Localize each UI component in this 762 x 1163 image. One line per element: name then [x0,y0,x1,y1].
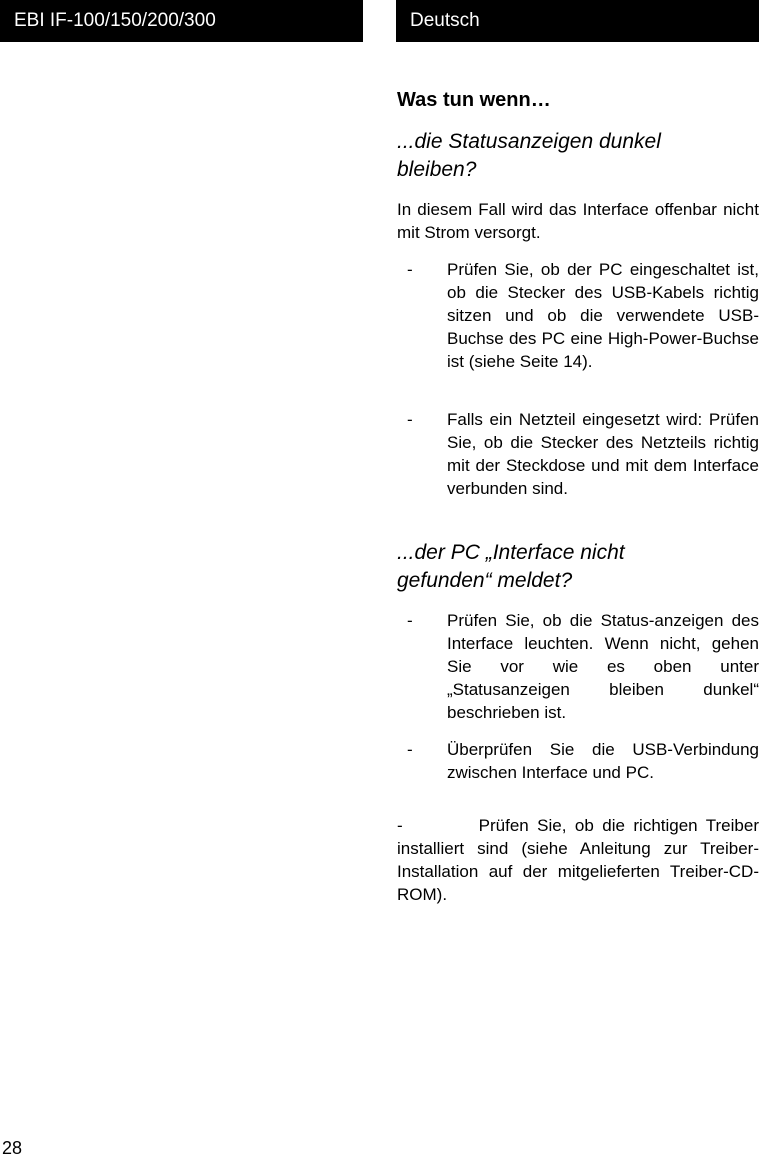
list-item [397,258,759,373]
page-number: 28 [2,1138,23,1158]
header-language: Deutsch [396,0,759,42]
list-item-text: Überprüfen Sie die USB-Verbindung zwischen Interface und PC. [447,740,759,782]
list-item [397,408,759,500]
list-item-text: Falls ein Netzteil eingesetzt wird: Prüfen Sie, ob die Stecker des Netzteils richtig mit der Steckdose und mit dem Interface verbunden sind. [447,410,759,498]
bullet-dash: - [407,611,413,630]
list-item [397,609,759,724]
intro-paragraph: In diesem Fall wird das Interface offenbar nicht mit Strom versorgt. [397,200,759,242]
subheading-status-dark: ...die Statusanzeigen dunkel bleiben? [397,130,661,181]
bullet-dash: - [407,740,413,759]
list-item [397,738,759,784]
list-item-text: Prüfen Sie, ob die Status-anzeigen des Interface leuchten. Wenn nicht, gehen Sie vor wie es oben unter „Statusanzeigen bleiben dunkel“ beschrieben ist. [447,611,759,722]
bullet-dash: - [407,260,413,279]
subheading-not-found: ...der PC „Interface nicht gefunden“ meldet? [397,541,625,592]
list-item-text: Prüfen Sie, ob der PC eingeschaltet ist, ob die Stecker des USB-Kabels richtig sitzen und ob die verwendete USB-Buchse des PC eine High-Power-Buchse ist (siehe Seite 14). [447,260,759,371]
section-title: Was tun wenn… [397,89,551,111]
bullet-dash: - [407,410,413,429]
driver-paragraph: - Prüfen Sie, ob die richtigen Treiber installiert sind (siehe Anleitung zur Treiber-Installation auf der mitgelieferten Treiber-CD-ROM). [397,816,759,904]
header-product: EBI IF-100/150/200/300 [0,0,363,42]
